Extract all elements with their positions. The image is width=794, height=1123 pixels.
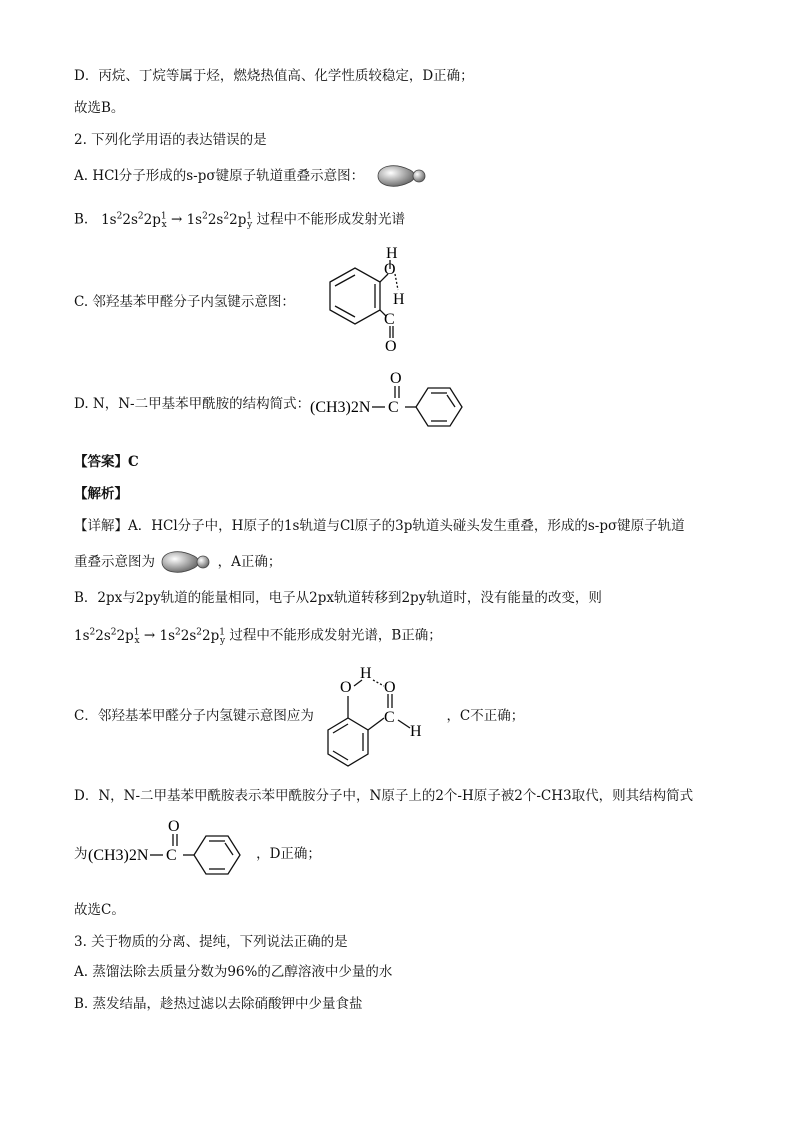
detail-b-line2-tail: 过程中不能形成发射光谱，B正确；: [229, 627, 442, 644]
config-left-2: $1s^22s^22p^1_x$: [74, 627, 140, 647]
detail-c-post: ，C不正确；: [446, 708, 525, 724]
intramolecular-hbond-wrong-diagram: [300, 244, 420, 360]
label-c-carbonyl-2: C: [166, 847, 177, 864]
detail-d-pre: 为: [74, 846, 88, 862]
text-line-ans-b: 故选B。: [74, 100, 125, 116]
label-o-carbonyl: O: [390, 370, 402, 387]
detail-a-line2-pre: 重叠示意图为: [74, 554, 155, 570]
label-h-aldehyde: H: [410, 723, 422, 740]
arrow-symbol: →: [170, 211, 183, 228]
option-2b-label: B.: [74, 211, 89, 228]
label-o-top: O: [384, 261, 396, 278]
label-n-group-2: (CH3)2N: [88, 847, 149, 864]
dimethylbenzamide-structure-2: [88, 812, 248, 888]
option-2d: D. N，N-二甲基苯甲酰胺的结构简式：: [74, 396, 311, 412]
label-o-aldehyde: O: [384, 679, 396, 696]
detail-b-line2: [74, 622, 442, 651]
label-h-mid: H: [393, 291, 405, 308]
label-h-top: H: [386, 245, 398, 262]
text-line-d-prev: D．丙烷、丁烷等属于烃，燃烧热值高、化学性质较稳定，D正确；: [74, 68, 474, 84]
arrow-symbol-2: →: [143, 627, 156, 644]
label-h-hbond: H: [360, 665, 372, 682]
label-c: C: [384, 311, 395, 328]
config-right: $1s^22s^22p^1_y$: [186, 211, 253, 231]
detail-a-line2-post: ，A正确；: [217, 554, 282, 570]
option-3b: B. 蒸发结晶，趁热过滤以去除硝酸钾中少量食盐: [74, 996, 363, 1012]
label-c-carbonyl: C: [388, 399, 399, 416]
question-3: 3. 关于物质的分离、提纯，下列说法正确的是: [74, 934, 348, 950]
option-2b-tail: 过程中不能形成发射光谱: [256, 211, 405, 228]
option-2a: A. HCl分子形成的s-pσ键原子轨道重叠示意图：: [74, 168, 365, 184]
option-2b: [74, 206, 405, 235]
intramolecular-hbond-correct-diagram: [318, 660, 440, 776]
option-2c: C. 邻羟基苯甲醛分子内氢键示意图：: [74, 294, 295, 310]
label-c-aldehyde: C: [384, 709, 395, 726]
label-o-bottom: O: [385, 338, 397, 355]
question-2: 2. 下列化学用语的表达错误的是: [74, 132, 267, 148]
dimethylbenzamide-structure: [310, 364, 470, 440]
detail-a-line1: 【详解】A．HCl分子中，H原子的1s轨道与Cl原子的3p轨道头碰头发生重叠，形成的s-pσ键原子轨道: [74, 518, 685, 534]
orbital-overlap-icon: [374, 160, 428, 194]
label-o-carbonyl-2: O: [168, 818, 180, 835]
analysis-label: 【解析】: [74, 486, 128, 502]
orbital-overlap-icon-2: [158, 546, 212, 580]
detail-c-line: [74, 706, 524, 726]
config-left: $1s^22s^22p^1_x$: [101, 211, 167, 231]
answer-label: 【答案】C: [74, 454, 139, 470]
detail-c-pre: C．邻羟基苯甲醛分子内氢键示意图应为: [74, 708, 314, 724]
detail-d-post: ，D正确；: [256, 846, 321, 862]
detail-b-line1: B．2px与2py轨道的能量相同，电子从2px轨道转移到2py轨道时，没有能量的改变，则: [74, 590, 602, 606]
label-n-group: (CH3)2N: [310, 399, 371, 416]
detail-d-line1: D．N，N-二甲基苯甲酰胺表示苯甲酰胺分子中，N原子上的2个-H原子被2个-CH3取代，则其结构简式: [74, 788, 694, 804]
text-line-ans-c: 故选C。: [74, 902, 125, 918]
config-right-2: $1s^22s^22p^1_y$: [159, 627, 226, 647]
option-3a: A. 蒸馏法除去质量分数为96%的乙醇溶液中少量的水: [74, 964, 393, 980]
label-o-hydroxyl: O: [340, 679, 352, 696]
